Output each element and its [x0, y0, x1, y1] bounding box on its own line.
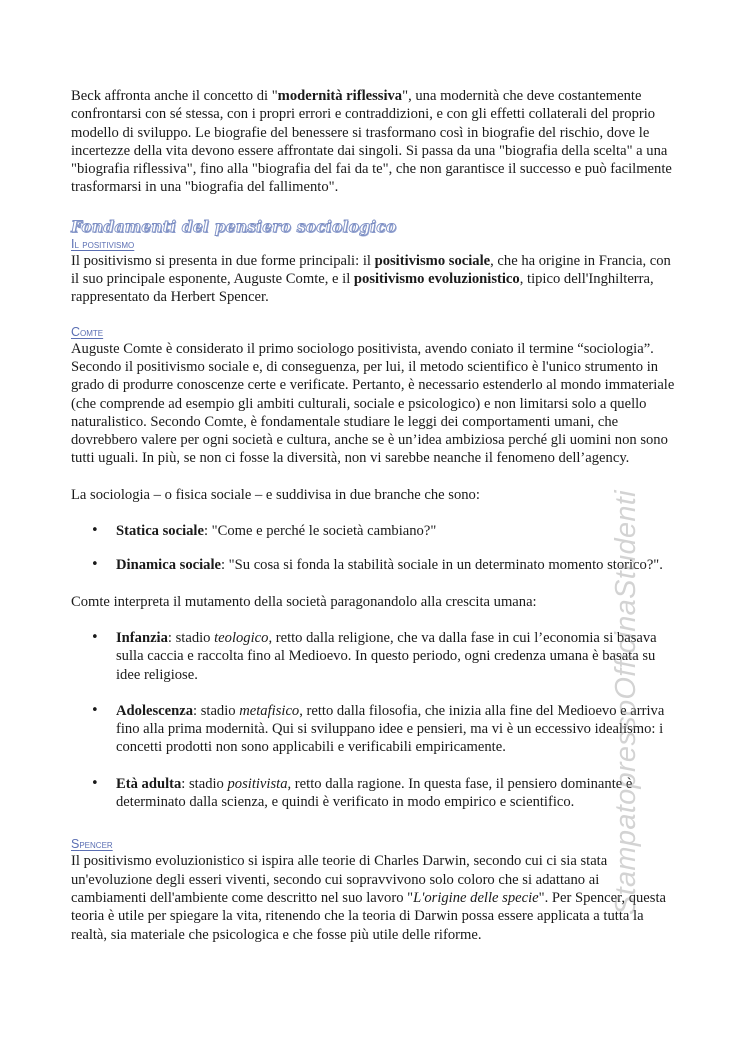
- branches-list: [71, 522, 675, 575]
- document-page: [71, 87, 675, 944]
- list-item: • Dinamica sociale: "Su cosa si fonda la stabilità sociale in un determinato momento storico?".: [91, 557, 663, 574]
- positivismo-paragraph: Il positivismo si presenta in due forme principali: il positivismo sociale, che ha origine in Francia, con il suo principale esponente, Auguste Comte, e il positivismo evoluzionistico, tipico dell'Inghilterra, rappresentato da Herbert Spencer.: [71, 252, 671, 306]
- branches-intro: La sociologia – o fisica sociale – e suddivisa in due branche che sono:: [71, 486, 480, 503]
- intro-paragraph: Beck affronta anche il concetto di "modernità riflessiva", una modernità che deve costantemente confrontarsi con sé stessa, con i propri errori e contraddizioni, e con gli effetti collaterali del proprio modello di sviluppo. Le biografie del benessere si trasformano così in biografie del rischio, dove le incertezze della vita devono essere affrontate dai singoli. Si passa da una "biografia della scelta" a una "biografia riflessiva", fino alla "biografia del fai da te", che non garantisce il successo e può facilmente trasformarsi in una "biografia del fallimento".: [71, 88, 672, 196]
- spencer-paragraph: Il positivismo evoluzionistico si ispira alle teorie di Charles Darwin, secondo cui ci sia stata un'evoluzione degli esseri viventi, secondo cui sopravvivono solo coloro che si adattano ai cambiamenti dell'ambiente come descritto nel suo lavoro "L'origine delle specie". Per Spencer, questa teoria è utile per spiegare la vita, ritenendo che la teoria di Darwin possa essere applicata a tutta la realtà, sia materiale che psicologica e che fosse più utile delle riforme.: [71, 853, 666, 943]
- comte-paragraph: Auguste Comte è considerato il primo sociologo positivista, avendo coniato il termine “sociologia”. Secondo il positivismo sociale e, di conseguenza, per lui, il metodo scientifico è l'unico strumento in grado di produrre conoscenze certe e verificate. Pertanto, è necessario estenderlo al mondo immateriale (che comprende ad esempio gli ambiti culturali, sociale e psicologico) e non limitarsi solo a quello naturalistico. Secondo Comte, è fondamentale studiare le leggi dei comportamenti umani, che dovrebbero valere per ogni società e cultura, anche se è un’idea ambiziosa perché gli uomini non sono tutti uguali. In più, se non ci fosse la diversità, non vi sarebbe neanche il fenomeno dell’agency.: [71, 340, 675, 467]
- stages-list: [71, 629, 675, 811]
- list-item: • Statica sociale: "Come e perché le società cambiano?": [91, 523, 437, 540]
- stages-intro: Comte interpreta il mutamento della società paragonandolo alla crescita umana:: [71, 593, 537, 610]
- term-positivismo-evoluzionistico: positivismo evoluzionistico: [353, 271, 520, 288]
- heading-positivismo: Il positivismo: [71, 236, 135, 251]
- list-item: • Età adulta: stadio positivista, retto dalla ragione. In questa fase, il pensiero dominante è determinato dalla scienza, e quindi è verificato in modo empirico e scientifico.: [91, 775, 633, 811]
- bullet-icon: •: [91, 702, 99, 718]
- list-item: • Infanzia: stadio teologico, retto dalla religione, che va dalla fase in cui l’economia si basava sulla caccia e raccolta fino al Medioevo. In questo periodo, ogni credenza umana è basata su idee religiose.: [91, 629, 657, 683]
- bullet-icon: •: [91, 629, 99, 645]
- list-item: • Adolescenza: stadio metafisico, retto dalla filosofia, che inizia alla fine del Medioevo e arriva fino alla prima modernità. Qui si sviluppano idee e pensieri, ma vi è un eccessivo idealismo: i concetti prodotti non sono applicabili e verificabili empiricamente.: [91, 702, 665, 756]
- bullet-icon: •: [91, 557, 99, 573]
- heading-spencer: Spencer: [71, 837, 113, 852]
- term-modernita-riflessiva: modernità riflessiva: [277, 88, 403, 104]
- book-title: L'origine delle specie: [413, 889, 539, 906]
- term-positivismo-sociale: positivismo sociale: [374, 252, 491, 269]
- heading-comte: Comte: [71, 324, 104, 339]
- bullet-icon: •: [91, 523, 99, 539]
- bullet-icon: •: [91, 775, 99, 791]
- watermark: StampatopressoOfficinaStudenti: [610, 490, 642, 915]
- section-title: Fondamenti del pensiero sociologico: [71, 216, 397, 236]
